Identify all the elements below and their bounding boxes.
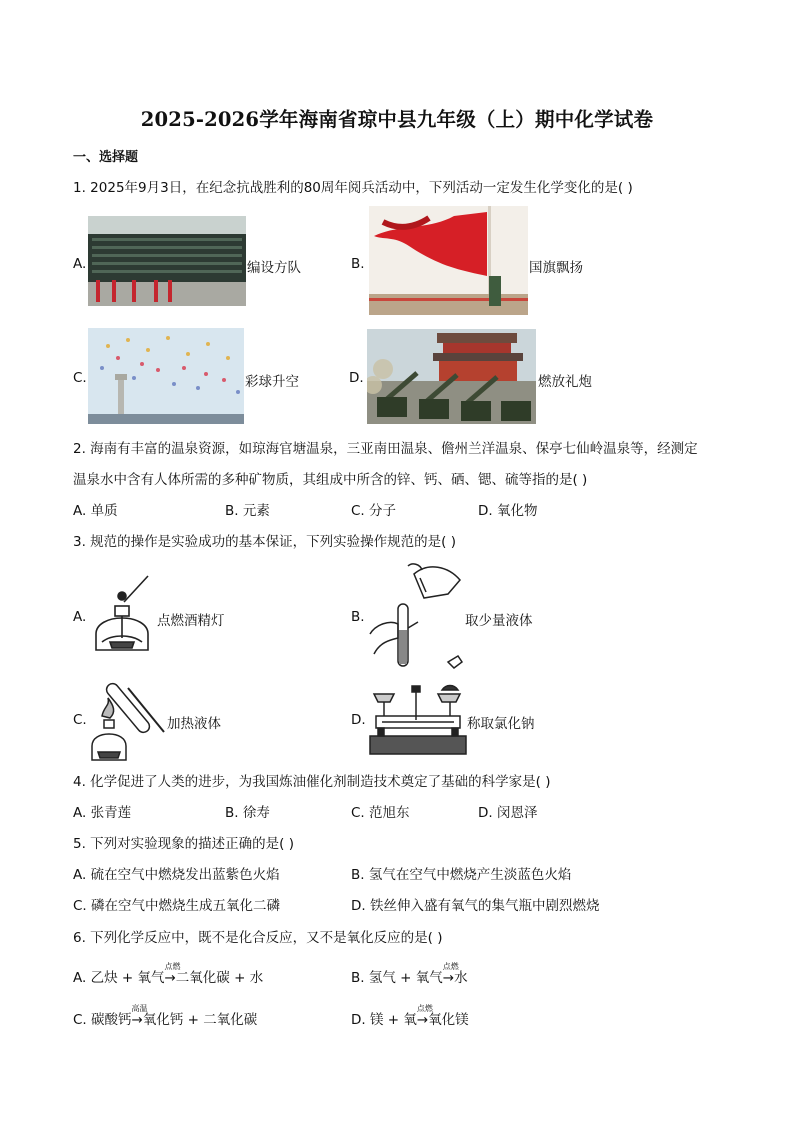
q6-option-c-reactants: C. 碳酸钙 — [73, 1012, 132, 1028]
national-flag-photo — [369, 206, 528, 315]
q3-option-a-text: 点燃酒精灯 — [157, 613, 225, 629]
q6-option-b-reactants: B. 氢气 + 氧气 — [351, 970, 443, 986]
reaction-condition: 点燃 — [442, 962, 459, 971]
q6-option-a-products: 二氧化碳 + 水 — [175, 970, 264, 986]
q6-option-c[interactable] — [73, 1004, 258, 1028]
q3-option-c-text: 加热液体 — [167, 716, 221, 732]
q3-option-b-text: 取少量液体 — [465, 613, 533, 629]
q5-option-a[interactable]: A. 硫在空气中燃烧发出蓝紫色火焰 — [73, 867, 280, 883]
q4-option-d[interactable]: D. 闵恩泽 — [478, 805, 538, 821]
reaction-arrow-icon: → — [416, 1012, 429, 1028]
alcohol-lamp-icon — [88, 572, 152, 658]
reaction-arrow-icon: → — [131, 1012, 143, 1028]
q1-option-d-text: 燃放礼炮 — [538, 374, 592, 390]
exam-title: 2025-2026学年海南省琼中县九年级（上）期中化学试卷 — [140, 108, 654, 131]
question-2-stem-line2: 温泉水中含有人体所需的多种矿物质，其组成中所含的锌、钙、硒、锶、硫等指的是( ) — [73, 472, 588, 488]
q6-option-d-products: 氧化镁 — [428, 1012, 469, 1028]
q1-option-c-text: 彩球升空 — [245, 374, 299, 390]
q1-option-b-text: 国旗飘扬 — [529, 260, 583, 276]
q6-option-c-products: 氧化钙 + 二氧化碳 — [142, 1012, 258, 1028]
q5-option-c[interactable]: C. 磷在空气中燃烧生成五氧化二磷 — [73, 898, 281, 914]
reaction-condition: 点燃 — [416, 1004, 433, 1013]
question-3-stem: 3. 规范的操作是实验成功的基本保证，下列实验操作规范的是( ) — [73, 534, 456, 550]
q3-option-c-letter[interactable]: C. — [73, 712, 87, 728]
q3-option-d-letter[interactable]: D. — [351, 712, 366, 728]
section-heading: 一、选择题 — [73, 150, 139, 165]
pour-liquid-icon — [368, 558, 466, 672]
reaction-condition: 高温 — [131, 1004, 148, 1013]
q4-option-c[interactable]: C. 范旭东 — [351, 805, 410, 821]
q2-option-d[interactable]: D. 氧化物 — [478, 503, 538, 519]
q3-option-a-letter[interactable]: A. — [73, 609, 87, 625]
balloons-photo — [88, 328, 244, 424]
q4-option-b[interactable]: B. 徐寿 — [225, 805, 270, 821]
q1-option-b-letter[interactable]: B. — [351, 256, 365, 272]
q1-option-a-letter[interactable]: A. — [73, 256, 87, 272]
q6-option-d[interactable] — [351, 1004, 469, 1028]
parade-formation-photo — [88, 216, 246, 306]
salute-cannon-photo — [367, 329, 536, 424]
reaction-arrow-icon: → — [442, 970, 455, 986]
question-1-stem: 1. 2025年9月3日，在纪念抗战胜利的80周年阅兵活动中，下列活动一定发生化学变化的是( ) — [73, 180, 633, 196]
q4-option-a[interactable]: A. 张青莲 — [73, 805, 132, 821]
balance-scale-icon — [368, 676, 468, 760]
q6-option-d-reactants: D. 镁 + 氧 — [351, 1012, 417, 1028]
q6-option-a[interactable] — [73, 962, 264, 986]
q6-option-a-reactants: A. 乙炔 + 氧气 — [73, 970, 165, 986]
question-2-stem-line1: 2. 海南有丰富的温泉资源，如琼海官塘温泉，三亚南田温泉、儋州兰洋温泉、保亭七仙岭温泉等，经测定 — [73, 441, 698, 457]
reaction-arrow-icon: → — [164, 970, 176, 986]
question-5-stem: 5. 下列对实验现象的描述正确的是( ) — [73, 836, 294, 852]
question-4-stem: 4. 化学促进了人类的进步，为我国炼油催化剂制造技术奠定了基础的科学家是( ) — [73, 774, 551, 790]
q1-option-a-text: 编设方队 — [247, 260, 301, 276]
q3-option-d-text: 称取氯化钠 — [467, 716, 535, 732]
q2-option-c[interactable]: C. 分子 — [351, 503, 397, 519]
q1-option-c-letter[interactable]: C. — [73, 370, 87, 386]
q5-option-d[interactable]: D. 铁丝伸入盛有氧气的集气瓶中剧烈燃烧 — [351, 898, 600, 914]
q5-option-b[interactable]: B. 氢气在空气中燃烧产生淡蓝色火焰 — [351, 867, 572, 883]
heat-test-tube-icon — [88, 676, 166, 764]
q6-option-b[interactable] — [351, 962, 468, 986]
q3-option-b-letter[interactable]: B. — [351, 609, 365, 625]
q2-option-a[interactable]: A. 单质 — [73, 503, 118, 519]
reaction-condition: 点燃 — [164, 962, 181, 971]
question-6-stem: 6. 下列化学反应中，既不是化合反应，又不是氧化反应的是( ) — [73, 930, 443, 946]
q2-option-b[interactable]: B. 元素 — [225, 503, 270, 519]
q1-option-d-letter[interactable]: D. — [349, 370, 364, 386]
q6-option-b-products: 水 — [454, 970, 468, 986]
